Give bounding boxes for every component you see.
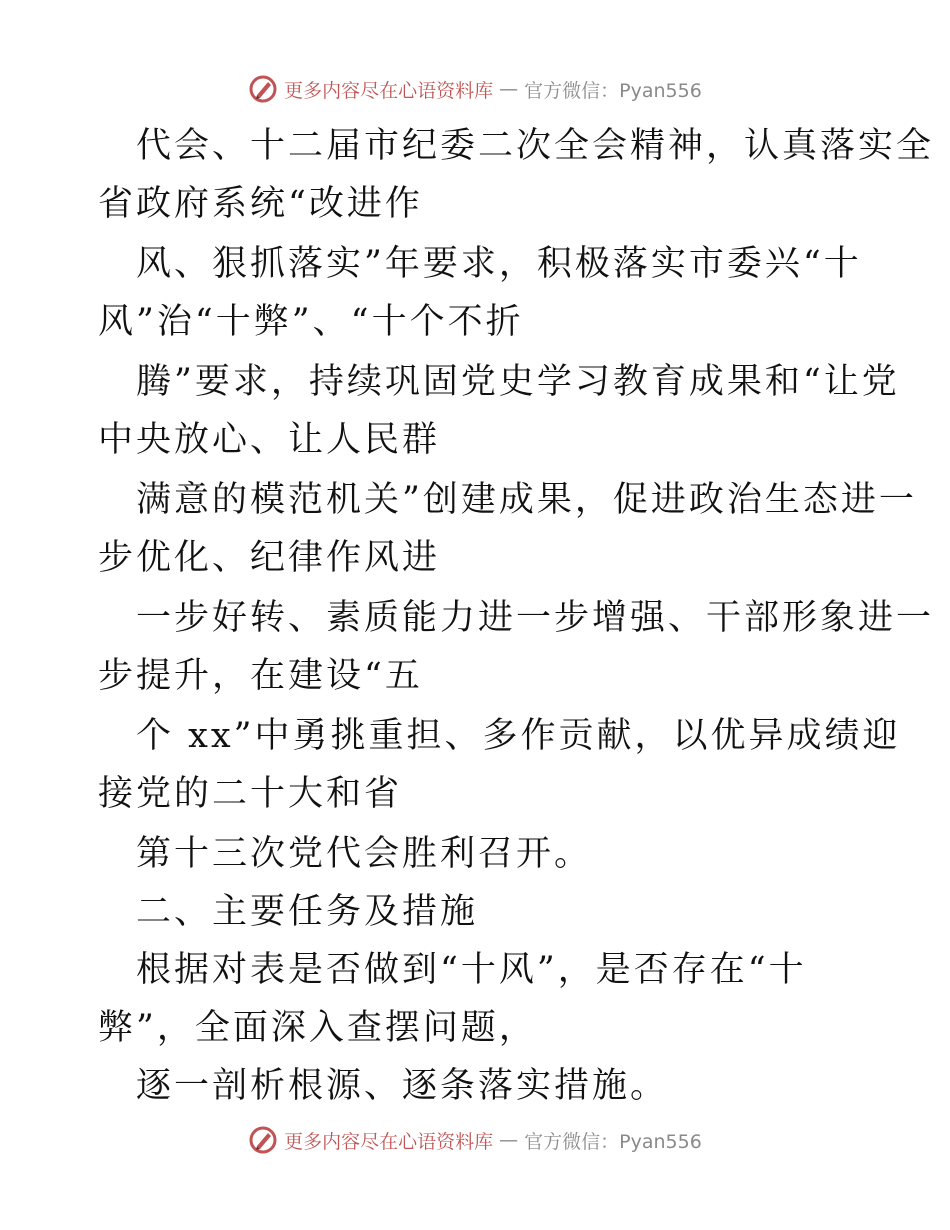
watermark-text: 更多内容尽在心语资料库 [284,79,494,102]
section-heading: 二、主要任务及措施 [136,892,479,932]
paragraph-5-line-2: 步提升，在建设“五 [98,656,423,696]
pen-circle-logo-icon [248,1125,278,1155]
paragraph-7-line-1: 第十三次党代会胜利召开。 [136,834,593,874]
watermark-dash: — [499,1129,519,1151]
watermark-suffix: 官方微信：Pyan556 [524,79,702,102]
watermark-suffix: 官方微信：Pyan556 [524,1130,702,1153]
paragraph-2-line-2: 风”治“十弊”、“十个不折 [98,302,524,342]
paragraph-4-line-2: 步优化、纪律作风进 [98,538,441,578]
paragraph-1-line-2: 省政府系统“改进作 [98,184,423,224]
header-watermark [0,74,950,104]
paragraph-9-line-2: 弊”，全面深入查摆问题， [98,1008,537,1048]
watermark-text: 更多内容尽在心语资料库 [284,1130,494,1153]
watermark-dash: — [499,78,519,100]
paragraph-4-line-1: 满意的模范机关”创建成果，促进政治生态进一 [136,480,917,520]
paragraph-2-line-1: 风、狠抓落实”年要求，积极落实市委兴“十 [136,244,862,284]
pen-circle-logo-icon [248,74,278,104]
paragraph-10-line-1: 逐一剖析根源、逐条落实措施。 [136,1066,669,1106]
paragraph-6-line-1: 个 xx”中勇挑重担、多作贡献，以优异成绩迎 [136,716,901,756]
footer-watermark [0,1125,950,1155]
paragraph-6-line-2: 接党的二十大和省 [98,774,403,814]
paragraph-9-line-1: 根据对表是否做到“十风”，是否存在“十 [136,950,807,990]
paragraph-1-line-1: 代会、十二届市纪委二次全会精神，认真落实全 [136,126,935,166]
paragraph-3-line-2: 中央放心、让人民群 [98,420,441,460]
paragraph-5-line-1: 一步好转、素质能力进一步增强、干部形象进一 [136,598,935,638]
paragraph-3-line-1: 腾”要求，持续巩固党史学习教育成果和“让党 [136,362,900,402]
